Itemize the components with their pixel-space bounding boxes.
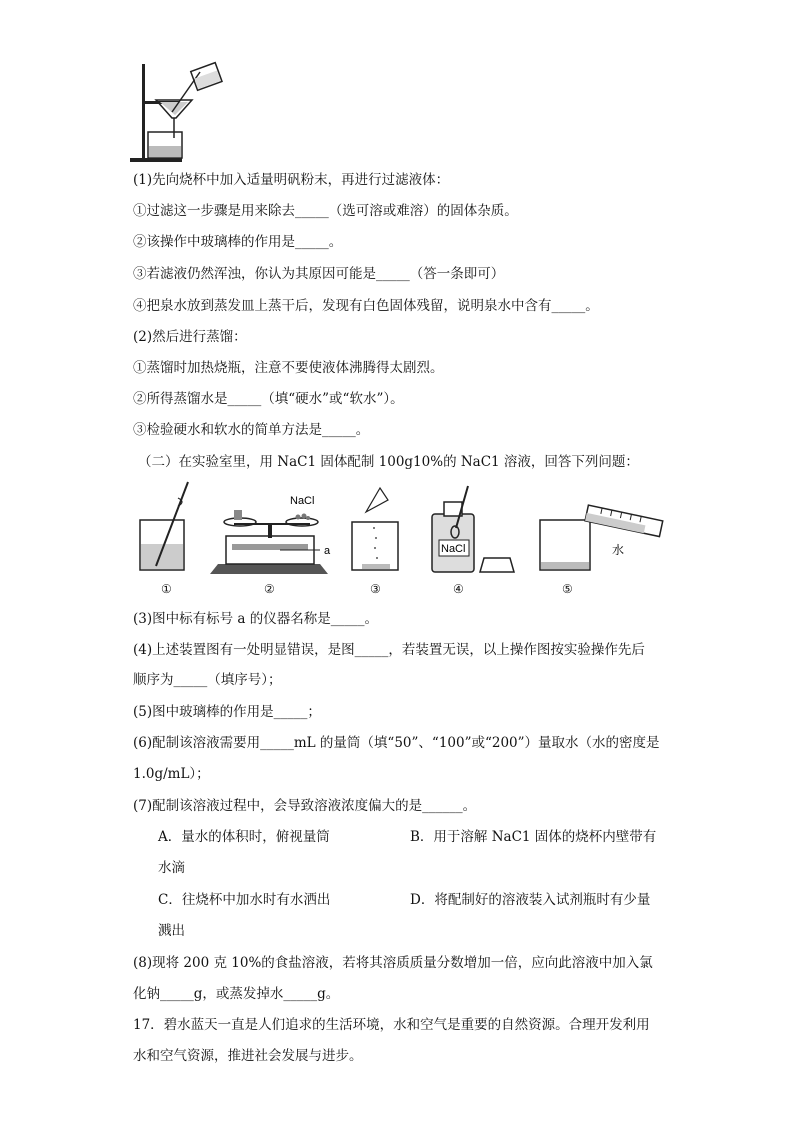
option-b-line-1: B．用于溶解 NaC1 固体的烧杯内壁带有: [410, 829, 657, 845]
step-1-stirring-beaker: [140, 482, 188, 570]
question-1-2: ②该操作中玻璃棒的作用是_____。: [133, 234, 343, 250]
question-6-line-1: (6)配制该溶液需要用_____mL 的量筒（填“50”、“100”或“200”）量取水（水的密度是: [133, 735, 660, 751]
figure-number-1: ①: [161, 582, 172, 596]
question-5: (5)图中玻璃棒的作用是_____；: [133, 704, 321, 720]
water-label: 水: [612, 543, 625, 557]
question-4-line-1: (4)上述装置图有一处明显错误，是图_____，若装置无误，以上操作图按实验操作先后: [133, 642, 645, 658]
question-2-heading: (2)然后进行蒸馏：: [133, 329, 247, 345]
nacl-label: NaCl: [290, 495, 315, 507]
question-17-line-1: 17．碧水蓝天一直是人们追求的生活环境，水和空气是重要的自然资源。合理开发利用: [133, 1017, 650, 1033]
figure-number-5: ⑤: [562, 582, 573, 596]
step-2-balance: [210, 510, 328, 574]
question-1-4: ④把泉水放到蒸发皿上蒸干后，发现有白色固体残留，说明泉水中含有_____。: [133, 298, 599, 314]
question-2-2: ②所得蒸馏水是_____（填“硬水”或“软水”）。: [133, 391, 404, 407]
question-7: (7)配制该溶液过程中，会导致溶液浓度偏大的是______。: [133, 798, 477, 814]
filtration-apparatus-figure: [128, 60, 228, 164]
option-d-line-2: 溅出: [158, 923, 185, 939]
question-1-heading: (1)先向烧杯中加入适量明矾粉末，再进行过滤液体：: [133, 172, 450, 188]
question-8-line-2: 化钠_____g，或蒸发掉水_____g。: [133, 986, 340, 1002]
bottle-label: NaCl: [441, 543, 466, 555]
question-3: (3)图中标有标号 a 的仪器名称是_____。: [133, 611, 379, 627]
question-4-line-2: 顺序为_____（填序号）；: [133, 672, 282, 688]
step-5-cylinder-pouring: [540, 505, 663, 570]
option-d-line-1: D．将配制好的溶液装入试剂瓶时有少量: [410, 892, 651, 908]
label-a: a: [324, 545, 331, 557]
question-1-3: ③若滤液仍然浑浊，你认为其原因可能是_____（答一条即可）: [133, 266, 505, 282]
option-c: C．往烧杯中加水时有水洒出: [158, 892, 331, 908]
section-2-heading: （二）在实验室里，用 NaC1 固体配制 100g10%的 NaC1 溶液，回答下列问题：: [138, 454, 639, 470]
option-a: A．量水的体积时，俯视量筒: [158, 829, 330, 845]
step-3-pouring-beaker: [352, 488, 398, 570]
question-8-line-1: (8)现将 200 克 10%的食盐溶液，若将其溶质质量分数增加一倍，应向此溶液中加入氯: [133, 955, 653, 971]
question-2-1: ①蒸馏时加热烧瓶，注意不要使液体沸腾得太剧烈。: [133, 360, 444, 376]
question-1-1: ①过滤这一步骤是用来除去_____（选可溶或难溶）的固体杂质。: [133, 203, 518, 219]
step-4-reagent-bottle: [432, 486, 514, 572]
figure-number-4: ④: [453, 582, 464, 596]
figure-number-3: ③: [370, 582, 381, 596]
question-2-3: ③检验硬水和软水的简单方法是_____。: [133, 422, 370, 438]
question-17-line-2: 水和空气资源，推进社会发展与进步。: [133, 1048, 363, 1064]
solution-preparation-figure: [130, 478, 670, 598]
question-6-line-2: 1.0g/mL）；: [133, 766, 210, 782]
figure-number-2: ②: [264, 582, 275, 596]
option-b-line-2: 水滴: [158, 860, 185, 876]
